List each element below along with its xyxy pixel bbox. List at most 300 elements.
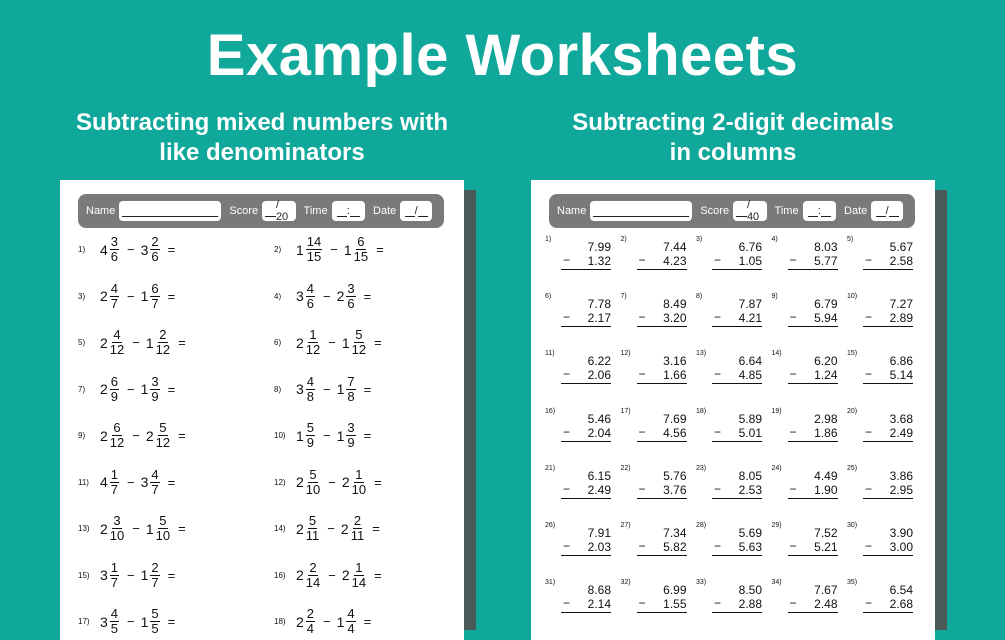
answer-line (637, 326, 687, 327)
time-separator: : (817, 205, 821, 217)
minuend: 8.49 (663, 297, 687, 312)
problem-number: 13) (78, 524, 90, 533)
whole-number: 3 (100, 567, 108, 583)
equals-sign: = (374, 474, 382, 490)
subtrahend: 2.68 (889, 597, 913, 612)
numerator: 1 (355, 466, 363, 482)
denominator: 12 (109, 435, 125, 450)
answer-line (561, 441, 611, 442)
subtrahend: 4.85 (738, 368, 762, 383)
date-label: Date (373, 205, 397, 217)
whole-number: 2 (100, 381, 108, 397)
problem-number: 8) (274, 384, 282, 394)
problem-item (621, 350, 687, 384)
date-separator: / (885, 205, 889, 217)
numerator: 6 (151, 280, 159, 296)
answer-line (712, 498, 762, 499)
equals-sign: = (167, 288, 176, 304)
problem-item (847, 465, 913, 499)
answer-line (712, 269, 762, 270)
denominator: 9 (151, 388, 159, 404)
problem-item (696, 522, 762, 556)
problem-number: 32) (620, 579, 631, 587)
numerator: 1 (110, 559, 119, 575)
subtrahend: 4.23 (663, 254, 687, 268)
minus-sign: − (714, 253, 722, 267)
minus-sign: − (789, 367, 797, 382)
problem-number: 3) (78, 291, 86, 301)
right-sheet-shadow (935, 190, 947, 630)
whole-number: 2 (341, 567, 350, 583)
denominator: 4 (347, 621, 355, 636)
problem-item (621, 579, 687, 613)
date-field (871, 201, 903, 221)
subtrahend: 2.95 (889, 482, 913, 497)
minuend: 8.05 (738, 468, 762, 483)
answer-line (637, 555, 687, 556)
time-field (332, 201, 365, 221)
problem-number: 16) (274, 570, 286, 580)
time-label: Time (303, 205, 328, 217)
minuend: 6.20 (814, 354, 838, 369)
subtrahend: 2.14 (587, 597, 611, 612)
problem-item (847, 236, 913, 270)
minus-sign: − (330, 242, 338, 257)
minus-sign: − (638, 424, 646, 439)
minus-sign: − (323, 381, 331, 397)
problem-number: 2) (620, 236, 627, 243)
whole-number: 3 (296, 381, 304, 397)
fraction (306, 561, 320, 590)
minus-sign: − (563, 253, 571, 267)
equals-sign: = (363, 428, 372, 443)
left-worksheet-preview[interactable] (60, 180, 464, 640)
minuend: 2.98 (814, 411, 838, 426)
denominator: 10 (351, 481, 367, 497)
problem-number: 16) (545, 407, 556, 415)
denominator: 6 (151, 249, 159, 264)
minuend: 6.76 (738, 240, 762, 254)
equals-sign: = (178, 521, 186, 536)
numerator: 1 (355, 559, 363, 575)
fraction (306, 421, 315, 450)
numerator: 5 (309, 466, 317, 482)
minuend: 7.69 (663, 411, 687, 426)
subtrahend: 2.89 (889, 311, 913, 326)
fraction (306, 375, 315, 404)
numerator: 6 (113, 420, 121, 435)
problem-number: 15) (78, 570, 90, 580)
score-field (262, 201, 295, 221)
fraction (351, 514, 365, 543)
denominator: 7 (110, 481, 119, 497)
equals-sign: = (167, 567, 176, 583)
denominator: 12 (305, 342, 321, 357)
minus-sign: − (714, 310, 722, 325)
whole-number: 2 (340, 520, 349, 537)
subtrahend: 2.58 (889, 254, 913, 268)
date-field (400, 201, 432, 221)
problem-number: 22) (620, 464, 631, 472)
answer-line (863, 498, 913, 499)
problem-item (772, 522, 838, 556)
minus-sign: − (789, 253, 797, 267)
problem-number: 23) (696, 464, 707, 472)
left-sheet-shadow (464, 190, 476, 630)
minus-sign: − (563, 539, 571, 553)
numerator: 5 (159, 420, 167, 435)
subtrahend: 2.03 (587, 540, 611, 554)
minuend: 7.78 (587, 297, 611, 312)
fraction (110, 468, 119, 497)
denominator: 15 (353, 249, 369, 264)
problem-item (621, 236, 687, 270)
minus-sign: − (328, 567, 336, 583)
minus-sign: − (714, 424, 722, 439)
problem-item (696, 465, 762, 499)
minus-sign: − (132, 428, 140, 443)
right-subtitle-line1: Subtracting 2-digit decimals (572, 109, 894, 136)
whole-number: 2 (145, 427, 154, 444)
problem-number: 11) (545, 350, 555, 358)
answer-line (637, 498, 687, 499)
fraction (346, 421, 355, 450)
whole-number: 1 (145, 334, 154, 351)
numerator: 3 (151, 373, 159, 389)
problem-item (274, 282, 377, 311)
problem-number: 7) (620, 293, 627, 301)
numerator: 4 (306, 280, 315, 296)
denominator: 12 (351, 342, 367, 357)
denominator: 14 (351, 574, 367, 590)
problem-number: 24) (771, 464, 782, 472)
fraction (352, 561, 366, 590)
answer-line (712, 612, 762, 613)
subtrahend: 5.94 (814, 311, 838, 326)
minus-sign: − (865, 481, 873, 496)
problem-item (621, 465, 687, 499)
subtrahend: 3.20 (663, 311, 687, 326)
minus-sign: − (638, 253, 646, 267)
answer-line (561, 269, 611, 270)
problem-item (696, 350, 762, 384)
answer-line (637, 383, 687, 384)
left-subtitle-line1: Subtracting mixed numbers with (75, 109, 449, 136)
subtrahend: 1.32 (587, 254, 611, 268)
minus-sign: − (865, 539, 873, 553)
right-subtitle-line2: in columns (669, 139, 797, 166)
denominator: 14 (305, 574, 321, 590)
problem-number: 29) (771, 522, 782, 529)
equals-sign: = (372, 521, 380, 536)
denominator: 9 (306, 435, 315, 450)
problem-number: 35) (847, 579, 858, 587)
minuend: 6.64 (738, 354, 762, 369)
right-worksheet-preview[interactable] (531, 180, 935, 640)
problem-item (847, 579, 913, 613)
denominator: 6 (306, 295, 315, 311)
whole-number: 2 (296, 613, 304, 630)
answer-line (788, 612, 838, 613)
denominator: 9 (347, 435, 355, 450)
problem-number: 14) (771, 350, 782, 358)
problem-item (78, 468, 181, 497)
answer-line (863, 555, 913, 556)
problem-number: 27) (620, 522, 631, 529)
minus-sign: − (865, 424, 873, 439)
minus-sign: − (127, 614, 135, 629)
denominator: 7 (151, 295, 159, 311)
problem-number: 8) (696, 293, 703, 301)
denominator: 8 (306, 388, 315, 404)
whole-number: 1 (145, 520, 154, 537)
numerator: 5 (151, 606, 159, 621)
page-title: Example Worksheets (206, 23, 799, 88)
right-subtitle (513, 108, 953, 168)
minuend: 5.69 (738, 526, 762, 540)
problem-number: 28) (696, 522, 707, 529)
subtrahend: 2.53 (738, 482, 762, 497)
problem-number: 9) (771, 293, 778, 301)
equals-sign: = (167, 242, 176, 257)
problem-number: 14) (274, 524, 286, 533)
answer-line (712, 383, 762, 384)
problem-number: 17) (78, 617, 90, 626)
answer-line (712, 555, 762, 556)
problem-item (696, 579, 762, 613)
problem-item (621, 522, 687, 556)
answer-line (561, 612, 611, 613)
problem-number: 31) (545, 579, 556, 587)
problem-item (772, 465, 838, 499)
minus-sign: − (563, 424, 571, 439)
numerator: 3 (113, 513, 121, 528)
minus-sign: − (328, 474, 336, 490)
subtrahend: 3.00 (889, 540, 913, 554)
minuend: 6.79 (814, 297, 838, 312)
subtrahend: 2.17 (587, 311, 611, 326)
minus-sign: − (132, 335, 140, 350)
problem-item (847, 293, 913, 327)
denominator: 10 (155, 528, 171, 543)
minus-sign: − (789, 481, 797, 496)
fraction (306, 514, 320, 543)
problem-number: 34) (771, 579, 782, 587)
problem-number: 10) (847, 293, 858, 301)
subtrahend: 1.55 (663, 597, 687, 612)
problem-item (772, 293, 838, 327)
minuend: 8.68 (587, 583, 611, 598)
numerator: 4 (110, 280, 119, 296)
numerator: 4 (306, 373, 315, 389)
minus-sign: − (714, 481, 722, 496)
problem-item (847, 350, 913, 384)
subtrahend: 5.14 (889, 368, 913, 383)
problem-number: 2) (274, 245, 282, 254)
subtrahend: 5.01 (738, 425, 762, 440)
answer-line (561, 383, 611, 384)
minuend: 8.50 (738, 583, 762, 598)
denominator: 7 (110, 295, 119, 311)
problem-item (274, 328, 388, 357)
equals-sign: = (363, 288, 372, 304)
minus-sign: − (127, 381, 135, 397)
minus-sign: − (789, 539, 797, 553)
problem-item (274, 468, 388, 497)
problem-number: 18) (274, 617, 286, 626)
problem-number: 7) (78, 384, 86, 394)
fraction (306, 468, 320, 497)
equals-sign: = (167, 474, 176, 490)
answer-line (712, 441, 762, 442)
minus-sign: − (714, 367, 722, 382)
answer-line (788, 269, 838, 270)
minus-sign: − (789, 310, 797, 325)
minus-sign: − (563, 596, 571, 611)
whole-number: 2 (100, 520, 108, 537)
minus-sign: − (127, 567, 135, 583)
equals-sign: = (374, 567, 382, 583)
denominator: 10 (305, 481, 321, 497)
problem-number: 5) (78, 338, 86, 347)
minuend: 6.54 (889, 583, 913, 598)
fraction (354, 235, 368, 264)
minuend: 7.52 (814, 526, 838, 540)
denominator: 10 (109, 528, 125, 543)
minuend: 3.86 (889, 468, 913, 483)
minus-sign: − (563, 481, 571, 496)
subtrahend: 2.04 (587, 425, 611, 440)
equals-sign: = (374, 335, 382, 350)
answer-line (863, 326, 913, 327)
minus-sign: − (563, 367, 571, 382)
subtrahend: 2.48 (814, 597, 838, 612)
problem-item (847, 408, 913, 442)
whole-number: 1 (296, 241, 304, 258)
answer-line (637, 269, 687, 270)
denominator: 11 (350, 528, 365, 543)
whole-number: 3 (140, 474, 149, 490)
problem-item (847, 522, 913, 556)
whole-number: 4 (100, 241, 108, 258)
name-field (590, 201, 692, 221)
problem-item (772, 408, 838, 442)
answer-line (712, 326, 762, 327)
answer-line (561, 498, 611, 499)
fraction (352, 468, 366, 497)
minuend: 5.89 (738, 411, 762, 426)
answer-line (788, 498, 838, 499)
problem-item (545, 465, 611, 499)
whole-number: 3 (100, 613, 108, 630)
problem-number: 17) (620, 407, 631, 415)
minus-sign: − (638, 596, 646, 611)
numerator: 4 (347, 606, 355, 621)
denominator: 7 (151, 481, 159, 497)
denominator: 15 (306, 249, 322, 264)
minus-sign: − (714, 539, 722, 553)
problem-item (696, 236, 762, 270)
subtrahend: 1.66 (663, 368, 687, 383)
numerator: 5 (308, 513, 317, 528)
whole-number: 3 (296, 288, 304, 304)
fraction (150, 235, 159, 264)
minuend: 6.15 (587, 468, 611, 483)
subtrahend: 5.77 (814, 254, 838, 268)
fraction (352, 328, 366, 357)
problem-item (274, 235, 390, 264)
denominator: 7 (151, 574, 159, 590)
problem-number: 4) (274, 291, 282, 301)
score-label: Score (229, 205, 259, 217)
problem-item (772, 350, 838, 384)
minuend: 3.16 (663, 354, 687, 369)
time-separator: : (346, 205, 350, 217)
numerator: 14 (306, 234, 322, 249)
whole-number: 1 (296, 427, 304, 444)
whole-number: 1 (140, 567, 149, 583)
minuend: 7.87 (738, 297, 762, 312)
numerator: 2 (159, 327, 167, 342)
fraction (346, 282, 355, 311)
subtrahend: 2.88 (738, 597, 762, 612)
whole-number: 2 (100, 288, 108, 304)
name-label: Name (557, 205, 587, 217)
answer-line (637, 612, 687, 613)
denominator: 5 (151, 621, 159, 636)
subtrahend: 2.06 (587, 368, 611, 383)
subtrahend: 1.24 (814, 368, 838, 383)
fraction (110, 328, 124, 357)
fraction (110, 421, 124, 450)
whole-number: 1 (336, 381, 345, 397)
equals-sign: = (167, 381, 176, 397)
numerator: 5 (355, 327, 363, 342)
minus-sign: − (865, 367, 873, 382)
answer-line (788, 441, 838, 442)
minus-sign: − (323, 428, 331, 443)
problem-number: 6) (274, 338, 282, 347)
problem-item (78, 282, 181, 311)
problem-number: 13) (696, 350, 707, 358)
problem-number: 19) (771, 407, 782, 415)
problem-item (545, 350, 611, 384)
numerator: 3 (347, 420, 355, 435)
problem-item (78, 328, 192, 357)
minus-sign: − (323, 614, 331, 629)
problem-number: 20) (847, 407, 858, 415)
minus-sign: − (789, 596, 797, 611)
whole-number: 2 (296, 334, 304, 351)
subtrahend: 1.86 (814, 425, 838, 440)
numerator: 5 (159, 513, 167, 528)
minus-sign: − (132, 521, 140, 536)
minus-sign: − (323, 288, 331, 304)
problem-number: 4) (771, 236, 778, 243)
minuend: 6.22 (587, 354, 611, 369)
problem-number: 5) (847, 236, 854, 243)
denominator: 8 (347, 388, 355, 404)
problem-number: 33) (696, 579, 707, 587)
numerator: 3 (110, 234, 119, 249)
problem-item (772, 579, 838, 613)
minus-sign: − (789, 424, 797, 439)
numerator: 4 (151, 466, 159, 482)
minuend: 7.34 (663, 526, 687, 540)
denominator: 12 (109, 342, 125, 357)
minuend: 7.99 (587, 240, 611, 254)
minuend: 7.44 (663, 240, 687, 254)
